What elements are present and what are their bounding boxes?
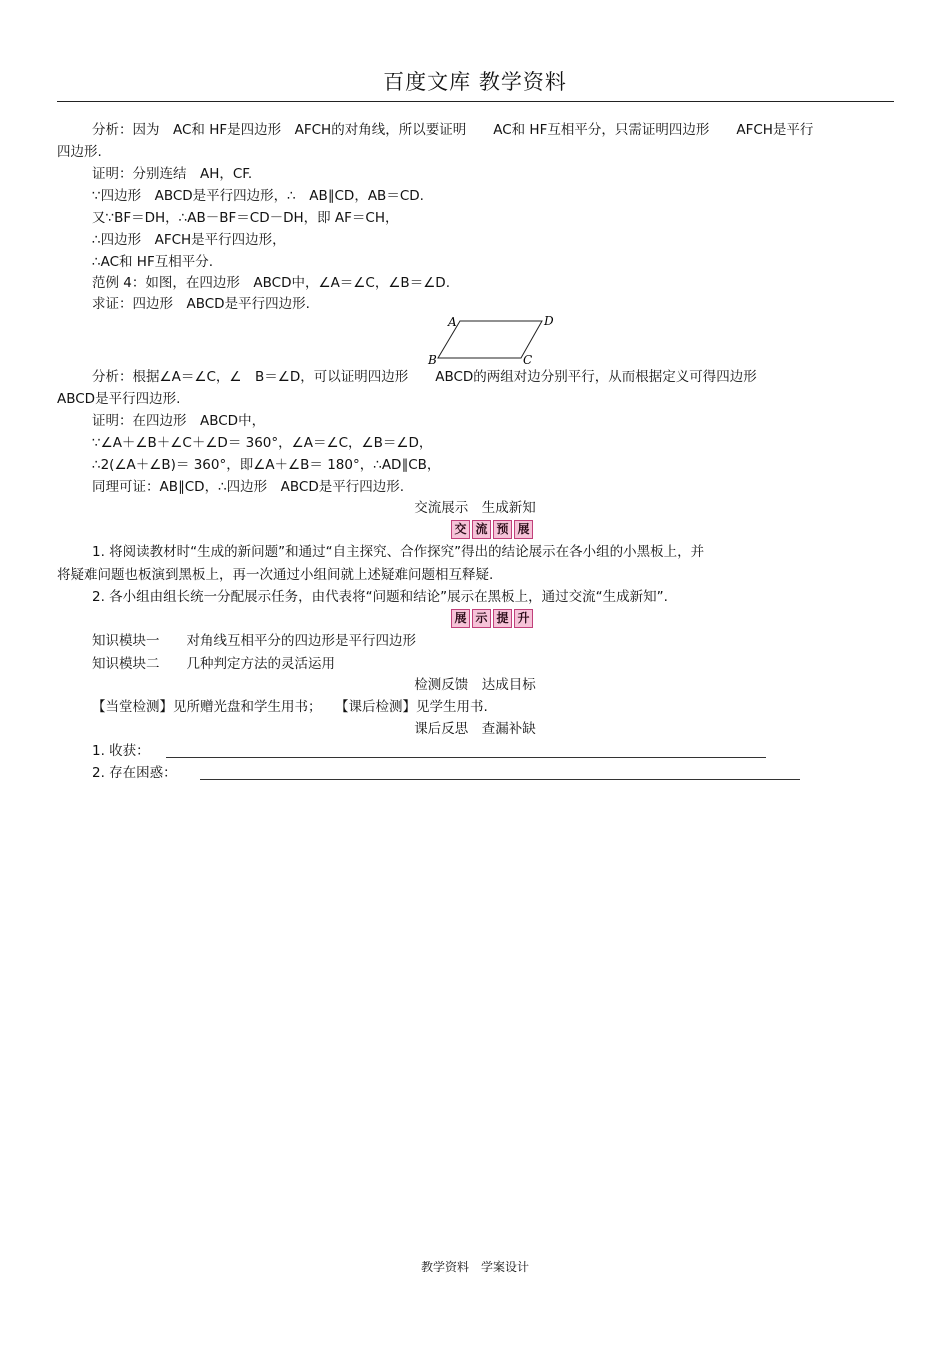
proof-line-1: 证明：分别连结 AH，CF. — [92, 166, 253, 182]
vertex-d-label: D — [544, 314, 554, 328]
proof2-line-2: ∵∠A＋∠B＋∠C＋∠D＝ 360°，∠A＝∠C，∠B＝∠D， — [92, 435, 433, 451]
example-4: 范例 4：如图，在四边形 ABCD中，∠A＝∠C，∠B＝∠D. — [92, 275, 450, 291]
item-1-line-1: 1. 将阅读教材时“生成的新问题”和通过“自主探究、合作探究”得出的结论展示在各小组的小黑板上，并 — [92, 544, 705, 560]
badge-char: 展 — [514, 520, 533, 539]
vertex-c-label: C — [523, 353, 533, 367]
vertex-a-label: A — [448, 315, 457, 329]
badge-exchange-preview — [451, 520, 533, 539]
badge-char: 交 — [451, 520, 470, 539]
badge-char: 展 — [451, 609, 470, 628]
section-reflection-title: 课后反思 查漏补缺 — [414, 721, 536, 737]
proof-line-4: ∴四边形 AFCH是平行四边形， — [92, 232, 286, 248]
section-exchange-title: 交流展示 生成新知 — [414, 500, 536, 516]
vertex-b-label: B — [428, 353, 437, 367]
badge-char: 预 — [493, 520, 512, 539]
harvest-blank[interactable] — [166, 757, 766, 758]
badge-show-improve — [451, 609, 533, 628]
analysis-line-2: 四边形. — [57, 144, 102, 160]
proof2-line-1: 证明：在四边形 ABCD中， — [92, 413, 266, 429]
page-footer: 教学资料 学案设计 — [420, 1260, 529, 1274]
badge-char: 流 — [472, 520, 491, 539]
proof2-line-3: ∴2(∠A＋∠B)＝ 360°，即∠A＋∠B＝ 180°，∴AD∥CB， — [92, 457, 441, 473]
badge-char: 提 — [493, 609, 512, 628]
item-2: 2. 各小组由组长统一分配展示任务，由代表将“问题和结论”展示在黑板上，通过交流“生成新知”. — [92, 589, 668, 605]
header-rule — [57, 101, 894, 102]
check-line: 【当堂检测】见所赠光盘和学生用书； 【课后检测】见学生用书. — [92, 699, 488, 715]
analysis2-line-2: ABCD是平行四边形. — [57, 391, 181, 407]
prove-statement: 求证：四边形 ABCD是平行四边形. — [92, 296, 310, 312]
proof-line-2: ∵四边形 ABCD是平行四边形，∴ AB∥CD，AB＝CD. — [92, 188, 424, 204]
badge-char: 升 — [514, 609, 533, 628]
proof-line-3: 又∵BF＝DH，∴AB－BF＝CD－DH，即 AF＝CH， — [92, 210, 399, 226]
item-1-line-2: 将疑难问题也板演到黑板上，再一次通过小组间就上述疑难问题相互释疑. — [57, 567, 494, 583]
analysis2-line-1: 分析：根据∠A＝∠C，∠ B＝∠D，可以证明四边形 ABCD的两组对边分别平行，从而根据定义可得四边形 — [92, 369, 757, 385]
analysis-line-1: 分析：因为 AC和 HF是四边形 AFCH的对角线，所以要证明 AC和 HF互相平分，只需证明四边形 AFCH是平行 — [92, 122, 814, 138]
harvest-label: 1. 收获： — [92, 743, 150, 759]
difficulty-label: 2. 存在困惑： — [92, 765, 177, 781]
page-header-title: 百度文库 教学资料 — [383, 70, 567, 94]
section-feedback-title: 检测反馈 达成目标 — [414, 677, 536, 693]
knowledge-module-2: 知识模块二 几种判定方法的灵活运用 — [92, 656, 335, 672]
proof-line-5: ∴AC和 HF互相平分. — [92, 254, 214, 270]
difficulty-blank[interactable] — [200, 779, 800, 780]
parallelogram-figure — [420, 312, 570, 368]
proof2-line-4: 同理可证：AB∥CD，∴四边形 ABCD是平行四边形. — [92, 479, 405, 495]
badge-char: 示 — [472, 609, 491, 628]
knowledge-module-1: 知识模块一 对角线互相平分的四边形是平行四边形 — [92, 633, 416, 649]
